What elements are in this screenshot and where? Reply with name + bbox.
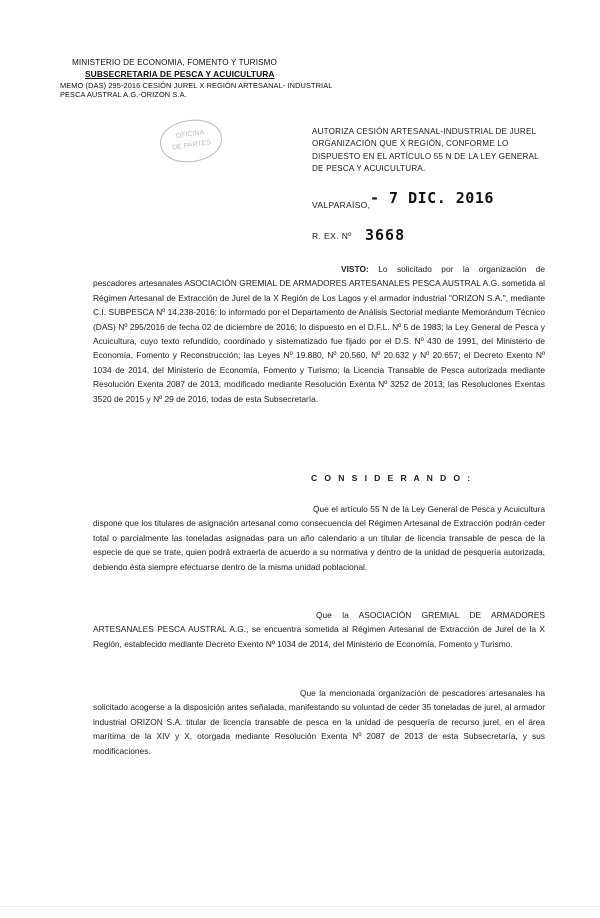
considerando-heading: C O N S I D E R A N D O :: [311, 473, 473, 483]
visto-text: Lo solicitado por la organización de pescadores artesanales ASOCIACIÓN GREMIAL DE ARMADORES ARTESANALES PESCA AUSTRAL A.G. sometida al Régimen Artesanal de Extracción de Jurel de la X Región de Los Lagos y el armador industrial "ORIZON S.A.", mediante C.I. SUBPESCA Nº 14.238-2016; lo informado por el Departamento de Análisis Sectorial mediante Memorándum Técnico (DAS) Nº 295/2016 de fecha 02 de diciembre de 2016; lo dispuesto en el D.F.L. Nº 5 de 1983; la Ley General de Pesca y Acuicultura, cuyo texto refundido, coordinado y sistematizado fue fijado por el D.S. Nº 430 de 1991, del Ministerio de Economía, Fomento y Reconstrucción; las Leyes Nº 19.880, Nº 20.560, Nº 20.632 y Nº 20.657; el Decreto Exento Nº 1034 de 2014, del Ministerio de Economía, Fomento y Turismo; la Licencia Transable de Pesca autorizada mediante Resolución Exenta 2087 de 2013, modificado mediante Resolución Exenta Nº 3252 de 2013; las Resoluciones Exentas 3520 de 2015 y Nº 29 de 2016, todas de esta Subsecretaría.: [93, 264, 546, 404]
place-label: VALPARAÍSO,: [312, 200, 371, 210]
resolution-number-label: R. EX. Nº: [312, 231, 352, 241]
ministry-name: MINISTERIO DE ECONOMIA, FOMENTO Y TURISMO: [72, 58, 278, 67]
visto-heading: VISTO:: [341, 264, 369, 274]
considerando-paragraph-1: [93, 502, 545, 574]
paragraph-2-text: Que la ASOCIACIÓN GREMIAL DE ARMADORES ARTESANALES PESCA AUSTRAL A.G., se encuentra sometida al Régimen Artesanal de Extracción de Jurel de la X Región, establecido mediante Decreto Exento Nº 1034 de 2014, del Ministerio de Economía, Fomento y Turismo.: [93, 610, 545, 649]
authorization-summary: AUTORIZA CESIÓN ARTESANAL-INDUSTRIAL DE JUREL ORGANIZACIÓN QUE X REGIÓN, CONFORME LO DISPUESTO EN EL ARTÍCULO 55 N DE LA LEY GENERAL DE PESCA Y ACUICULTURA.: [312, 127, 539, 174]
memo-reference: MEMO (DAS) 295-2016 CESIÓN JUREL X REGIÓN ARTESANAL- INDUSTRIAL PESCA AUSTRAL A.G.-ORIZON S.A.: [60, 81, 333, 99]
resolution-number: 3668: [365, 226, 406, 244]
subsecretaria-name: SUBSECRETARIA DE PESCA Y ACUICULTURA: [85, 69, 275, 79]
office-stamp: [157, 116, 224, 166]
considerando-paragraph-2: [93, 608, 545, 651]
resolution-date: - 7 DIC. 2016: [370, 189, 494, 207]
paragraph-1-text: Que el artículo 55 N de la Ley General de Pesca y Acuicultura dispone que los titulares de asignación artesanal como consecuencia del Régimen Artesanal de Extracción podrán ceder total o parcialmente las toneladas asignadas para un año calendario a un titular de licencia transable de pesca de la especie de que se trate, quien podrá extraerla de acuerdo a su normativa y dentro de la unidad de pesquería autorizada, debiendo ésta siempre efectuarse dentro de la misma unidad poblacional.: [93, 504, 545, 572]
visto-section: [93, 262, 545, 406]
stamp-line-2: DE PARTES: [171, 139, 212, 152]
stamp-line-1: OFICINA: [175, 129, 205, 141]
considerando-paragraph-3: [93, 686, 545, 758]
page-bottom-edge: [0, 906, 600, 907]
paragraph-3-text: Que la mencionada organización de pescadores artesanales ha solicitado acogerse a la disposición antes señalada, manifestando su voluntad de ceder 35 toneladas de jurel, al armador industrial ORIZON S.A. titular de licencia transable de pesca en la unidad de pesquería de recurso jurel, en el área marítima de la XIV y X, otorgada mediante Resolución Exenta Nº 2087 de 2013 de esta Subsecretaría, y sus modificaciones.: [93, 688, 545, 756]
